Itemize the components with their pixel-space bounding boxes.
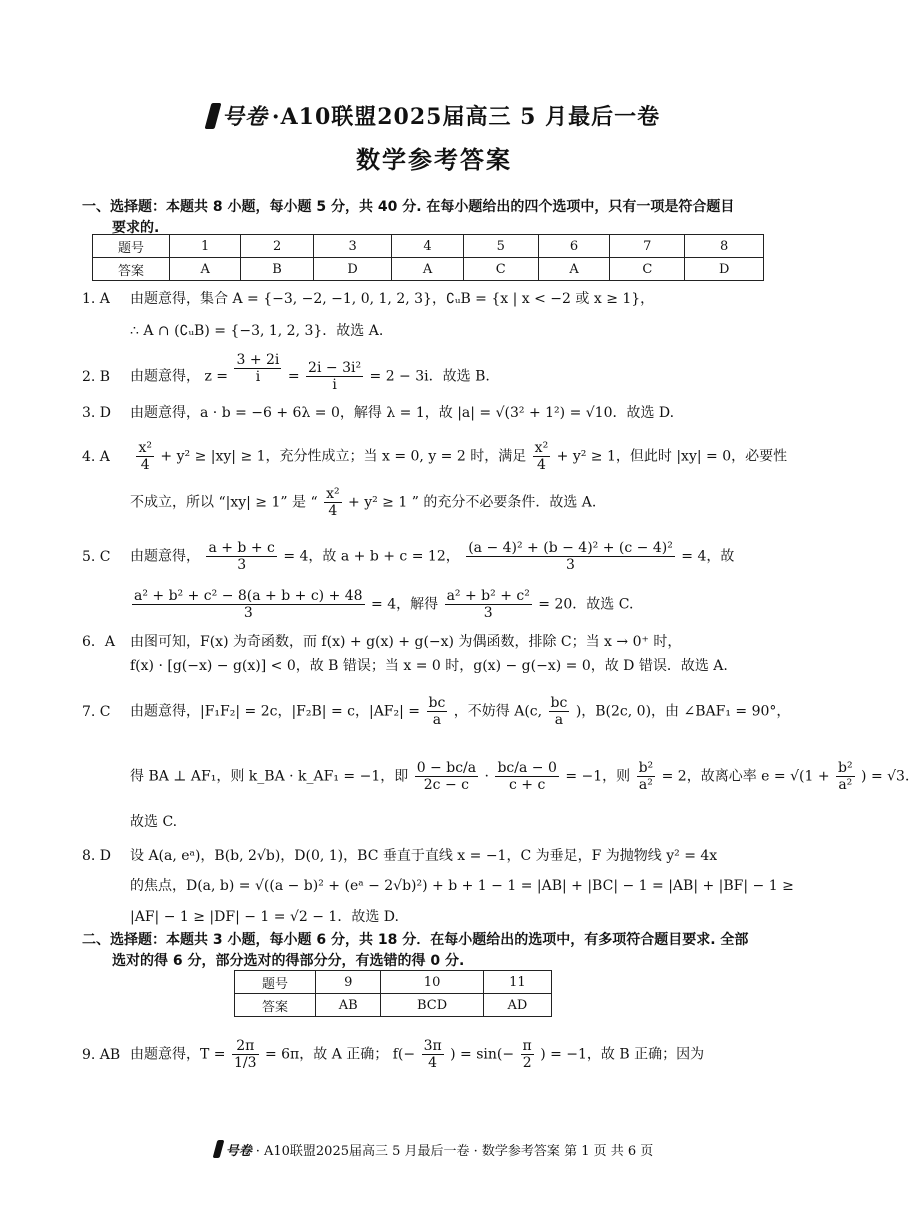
numerator: x² [138, 440, 152, 456]
table-cell: D [313, 258, 392, 281]
numerator: 2π [232, 1038, 259, 1055]
fraction [306, 360, 363, 393]
denominator: i [332, 377, 337, 393]
question-6 [82, 632, 802, 652]
numerator: bc [550, 695, 568, 711]
fraction [521, 1038, 534, 1071]
table-row [93, 235, 764, 258]
denominator: 4 [536, 457, 546, 473]
math-text: = [287, 368, 300, 385]
math-text: z = [204, 368, 229, 385]
denominator: 4 [328, 503, 338, 519]
question-7 [82, 695, 802, 728]
fraction [136, 440, 154, 473]
fraction [495, 760, 558, 793]
solution-text: )，B(2c, 0)，由 ∠BAF₁ = 90°， [575, 703, 791, 720]
denominator: 2c − c [423, 777, 469, 793]
brand-logo-icon [212, 1140, 224, 1158]
solution-text: = 4，解得 [371, 596, 439, 613]
solution-text: 由题意得， [130, 548, 200, 565]
fraction [232, 1038, 259, 1071]
solution-text: 由题意得，T = [130, 1046, 226, 1063]
solution-text: = 4，故 [681, 548, 735, 565]
section2-heading [82, 930, 782, 972]
fraction [549, 695, 570, 728]
solution-text: 由题意得，a · b = −6 + 6λ = 0，解得 λ = 1，故 |a| = √(3² + 1²) = √10．故选 D. [130, 405, 675, 421]
solution-text: 设 A(a, eᵃ)，B(b, 2√b)，D(0, 1)，BC 垂直于直线 x = −1，C 为垂足，F 为抛物线 y² = 4x [130, 848, 718, 864]
question-6-line2: f(x) · [g(−x) − g(x)] < 0，故 B 错误；当 x = 0 时，g(x) − g(−x) = 0，故 D 错误．故选 A. [130, 658, 728, 674]
page-subtitle: 数学参考答案 [356, 145, 512, 174]
solution-text: ) = sin(− [450, 1046, 515, 1063]
question-7-line2: 得 BA ⊥ AF₁，则 k_BA · k_AF₁ = −1，即 $\frac{0 - bc/a}{2c - c}$ · $\frac{bc/a - 0}{c + c}$ = −1，则 $\frac{\text{b²}}{\text{a²}}$ = 2，故离心率 e = √(1 + $\frac{\text{b²}}{\text{a²}}$ ) = √3． [130, 760, 919, 793]
solution-text: = 20．故选 C. [538, 596, 634, 613]
denominator: a² [638, 777, 653, 793]
question-9 [82, 1038, 802, 1071]
section2-heading-line2: 选对的得 6 分，部分选对的得部分分，有选错的得 0 分. [112, 953, 465, 969]
denominator: 3 [483, 605, 493, 621]
question-number: 5. C [82, 548, 111, 565]
table-cell: 2 [241, 235, 314, 258]
denominator: a [432, 712, 442, 728]
table-cell: AD [483, 994, 551, 1017]
section2-heading-line1: 二、选择题：本题共 3 小题，每小题 6 分，共 18 分．在每小题给出的选项中，有多项符合题目要求. 全部 [82, 932, 749, 948]
question-4 [82, 440, 802, 473]
solution-text: ) = √3． [861, 768, 919, 785]
table-cell: 8 [685, 235, 764, 258]
denominator: a [554, 712, 564, 728]
table-cell: 答案 [93, 258, 170, 281]
table-cell: 11 [483, 971, 551, 994]
section1-heading-line1: 一、选择题：本题共 8 小题，每小题 5 分，共 40 分. 在每小题给出的四个选项中，只有一项是符合题目 [82, 199, 735, 215]
math-text: f(− [392, 1046, 416, 1063]
numerator: 3π [423, 1038, 442, 1054]
table-cell: 6 [538, 235, 609, 258]
answer-table-2 [234, 970, 552, 1017]
question-2 [82, 352, 802, 393]
table-row [93, 258, 764, 281]
table-row [235, 971, 552, 994]
table-cell: BCD [381, 994, 483, 1017]
solution-text: = 6π，故 A 正确； [264, 1046, 389, 1063]
numerator: 2i − 3i² [308, 360, 362, 376]
fraction [234, 352, 281, 385]
question-8 [82, 846, 802, 866]
solution-text: + y² ≥ 1，但此时 |xy| = 0，必要性 [556, 448, 788, 465]
table-cell: AB [316, 994, 381, 1017]
numerator: 3 + 2i [236, 352, 280, 368]
table-cell: A [392, 258, 463, 281]
numerator: bc/a − 0 [497, 760, 557, 776]
question-4-line2 [130, 486, 596, 519]
denominator: 3 [243, 605, 253, 621]
fraction [324, 486, 342, 519]
table-cell: 10 [381, 971, 483, 994]
solution-text: 由题意得，|F₁F₂| = 2c，|F₂B| = c，|AF₂| = [130, 703, 421, 720]
table-cell: A [538, 258, 609, 281]
table-cell: 1 [170, 235, 241, 258]
fraction [445, 588, 532, 621]
table-cell: D [685, 258, 764, 281]
table-cell: C [610, 258, 685, 281]
denominator: a² [838, 777, 853, 793]
question-number: 6．A [82, 634, 116, 650]
table-row [235, 994, 552, 1017]
question-number: 3. D [82, 405, 112, 421]
numerator: bc [428, 695, 446, 711]
denominator: 3 [237, 557, 247, 573]
table-cell: 题号 [235, 971, 316, 994]
answer-table-1 [92, 234, 764, 281]
numerator: a² + b² + c² [446, 588, 530, 604]
solution-text: = −1，则 [565, 768, 631, 785]
solution-text: + y² ≥ 1 ” 的充分不必要条件．故选 A. [348, 494, 597, 511]
solution-text: 得 BA ⊥ AF₁，则 k_BA · k_AF₁ = −1，即 [130, 768, 409, 785]
denominator: 3 [566, 557, 575, 573]
question-8-line2: 的焦点，D(a, b) = √((a − b)² + (eᵃ − 2√b)²) + b + 1 − 1 = |AB| + |BC| − 1 = |AB| + |BF| − 1 ≥ [130, 878, 794, 894]
fraction [533, 440, 551, 473]
solution-text: = 4，故 a + b + c = 12， [283, 548, 460, 565]
table-cell: C [463, 258, 538, 281]
numerator: 0 − bc/a [416, 760, 477, 776]
exam-title: ·A10联盟2025届高三 5 月最后一卷 [271, 104, 661, 130]
numerator: x² [326, 486, 340, 502]
question-8-line3: |AF| − 1 ≥ |DF| − 1 = √2 − 1．故选 D. [130, 909, 399, 925]
numerator: a + b + c [208, 540, 275, 556]
page-footer [0, 1140, 868, 1159]
denominator: i [255, 369, 261, 385]
denominator: 4 [140, 457, 150, 473]
section1-heading [82, 197, 782, 239]
solution-text: 由题意得， [130, 368, 200, 385]
table-cell: 9 [316, 971, 381, 994]
fraction [637, 760, 656, 793]
numerator: (a − 4)² + (b − 4)² + (c − 4)² [468, 540, 673, 556]
table-cell: 3 [313, 235, 392, 258]
question-3 [82, 403, 802, 423]
table-cell: B [241, 258, 314, 281]
table-cell: 5 [463, 235, 538, 258]
fraction [422, 1038, 444, 1071]
solution-text: ，不妨得 A(c, [453, 703, 543, 720]
fraction [415, 760, 478, 793]
question-number: 9. AB [82, 1046, 121, 1063]
question-number: 8. D [82, 848, 112, 864]
fraction [836, 760, 855, 793]
solution-text: 不成立，所以 “|xy| ≥ 1” 是 “ [130, 494, 318, 511]
question-7-line3: 故选 C. [130, 814, 178, 830]
brand-logo-text: 号卷 [221, 104, 268, 130]
table-cell: A [170, 258, 241, 281]
fraction [466, 540, 675, 573]
fraction [206, 540, 276, 573]
denominator: 1/3 [233, 1055, 257, 1071]
section1-heading-line2: 要求的. [112, 220, 160, 236]
solution-text: = 2 − 3i．故选 B. [369, 368, 490, 385]
solution-text: + y² ≥ |xy| ≥ 1，充分性成立；当 x = 0, y = 2 时，满足 [160, 448, 527, 465]
denominator: 4 [428, 1055, 438, 1071]
table-cell: 答案 [235, 994, 316, 1017]
denominator: 2 [522, 1055, 532, 1071]
question-number: 4. A [82, 448, 110, 465]
numerator: b² [638, 760, 654, 776]
question-number: 7. C [82, 703, 111, 720]
question-5-line2 [130, 588, 633, 621]
solution-text: = 2，故离心率 e = √(1 + [661, 768, 830, 785]
question-5 [82, 540, 802, 573]
table-cell: 题号 [93, 235, 170, 258]
numerator: π [522, 1038, 532, 1054]
solution-text: ) = −1，故 B 正确；因为 [540, 1046, 705, 1063]
question-1 [82, 289, 802, 309]
numerator: x² [534, 440, 549, 456]
fraction [427, 695, 448, 728]
brand-logo-icon [204, 103, 221, 129]
page-title [0, 100, 868, 131]
table-cell: 4 [392, 235, 463, 258]
fraction [132, 588, 365, 621]
question-1-line2: ∴ A ∩ (∁ᵤB) = {−3, 1, 2, 3}．故选 A. [130, 323, 384, 339]
numerator: b² [838, 760, 853, 776]
question-number: 1. A [82, 291, 110, 307]
question-number: 2. B [82, 368, 111, 385]
solution-text: 由题意得，集合 A = {−3, −2, −1, 0, 1, 2, 3}，∁ᵤB = {x | x < −2 或 x ≥ 1}， [130, 291, 655, 307]
footer-logo-text: 号卷 [225, 1144, 252, 1159]
denominator: c + c [509, 777, 546, 793]
solution-text: 由图可知，F(x) 为奇函数，而 f(x) + g(x) + g(−x) 为偶函数，排除 C；当 x → 0⁺ 时， [130, 634, 682, 650]
footer-text: · A10联盟2025届高三 5 月最后一卷 · 数学参考答案 第 1 页 共 6 页 [255, 1144, 654, 1159]
table-cell: 7 [610, 235, 685, 258]
numerator: a² + b² + c² − 8(a + b + c) + 48 [134, 588, 363, 604]
